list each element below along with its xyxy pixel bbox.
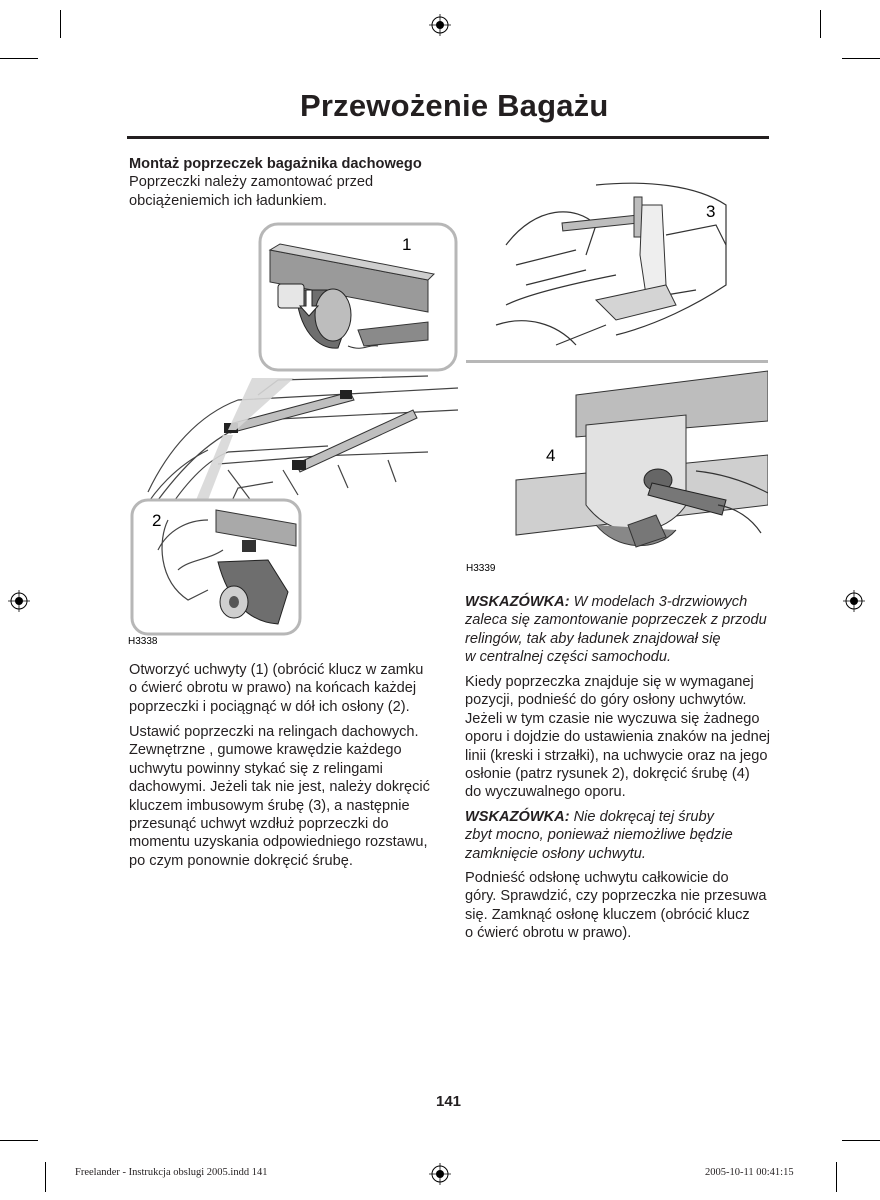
- inset-callout-1: [260, 224, 456, 370]
- note-block: [465, 593, 767, 667]
- registration-mark-icon: [843, 590, 865, 612]
- car-roof-illustration: [138, 376, 458, 520]
- text-line: Kiedy poprzeczka znajduje się w wymaganej: [465, 674, 754, 690]
- text-line: Jeżeli w tym czasie nie wyczuwa się żadnego: [465, 710, 760, 727]
- text-line: Poprzeczki należy zamontować przed: [129, 174, 374, 191]
- registration-mark-icon: [8, 590, 30, 612]
- paragraph: [465, 673, 770, 802]
- text-line: Podnieść odsłonę uchwytu całkowicie do: [465, 870, 729, 886]
- text-line: pozycji, podnieść do góry osłony uchwytów.: [465, 692, 747, 709]
- figure-divider: [466, 360, 768, 363]
- paragraph: [129, 723, 430, 870]
- text-line: linii (kreski i strzałki), na uchwycie oraz na jego: [465, 747, 768, 764]
- text-line: kluczem imbusowym śrubę (3), a następnie: [129, 797, 410, 814]
- registration-mark-icon: [429, 1163, 451, 1185]
- note-label: WSKAZÓWKA:: [465, 594, 570, 610]
- note-label: WSKAZÓWKA:: [465, 809, 570, 825]
- text-line: po czym ponownie dokręcić śrubę.: [129, 852, 353, 869]
- paragraph: [129, 661, 423, 716]
- text-line: Ustawić poprzeczki na relingach dachowych.: [129, 724, 419, 740]
- text-line: Zewnętrzne , gumowe krawędzie każdego: [129, 742, 402, 759]
- figure-roof-bar-mounting: [128, 220, 460, 652]
- text-line: momentu uzyskania odpowiedniego rozstawu,: [129, 834, 428, 851]
- callout-number: 3: [706, 202, 716, 221]
- text-line: W modelach 3-drzwiowych: [569, 594, 748, 610]
- text-line: oporu i dojdzie do ustawienia znaków na jednej: [465, 729, 771, 746]
- figure-code: H3339: [466, 563, 496, 574]
- text-line: obciążeniemich ich ładunkiem.: [129, 192, 327, 209]
- figure-code: H3338: [128, 636, 158, 647]
- hex-key-illustration: [496, 183, 726, 345]
- text-line: o ćwierć obrotu w prawo) na końcach każdej: [129, 680, 417, 697]
- text-line: Otworzyć uchwyty (1) (obrócić klucz w zamku: [129, 662, 424, 678]
- text-line: przesunąć uchwyt wzdłuż poprzeczki do: [129, 816, 389, 833]
- callout-number: 4: [546, 446, 556, 465]
- text-line: uchwytu powinny stykać się z relingami: [129, 760, 383, 777]
- page-number: 141: [436, 1093, 462, 1110]
- footer-file-info: Freelander - Instrukcja obslugi 2005.indd 141: [75, 1167, 268, 1178]
- text-line: w centralnej części samochodu.: [465, 649, 672, 666]
- text-line: do wyczuwalnego oporu.: [465, 784, 626, 801]
- section-heading: Montaż poprzeczek bagażnika dachowego: [129, 156, 422, 172]
- text-line: dachowymi. Jeżeli tak nie jest, należy dokręcić: [129, 779, 430, 796]
- text-line: relingów, tak aby ładunek znajdował się: [465, 630, 721, 647]
- text-line: Nie dokręcaj tej śruby: [569, 809, 714, 825]
- paragraph: [465, 869, 766, 943]
- text-line: zamknięcie osłony uchwytu.: [465, 845, 646, 862]
- registration-mark-icon: [429, 14, 451, 36]
- text-line: się. Zamknąć osłonę kluczem (obrócić klucz: [465, 906, 750, 923]
- page-title: Przewożenie Bagażu: [300, 88, 609, 123]
- section-intro: [129, 155, 422, 210]
- text-line: o ćwierć obrotu w prawo).: [465, 925, 632, 942]
- text-line: góry. Sprawdzić, czy poprzeczka nie przesuwa: [465, 888, 767, 905]
- note-block: [465, 808, 733, 863]
- callout-number: 1: [402, 235, 412, 254]
- title-divider: [127, 136, 769, 139]
- text-line: zbyt mocno, ponieważ niemożliwe będzie: [465, 827, 733, 844]
- callout-number: 2: [152, 511, 162, 530]
- text-line: poprzeczki i pociągnąć w dół ich osłony (2).: [129, 698, 410, 715]
- text-line: osłonie (patrz rysunek 2), dokręcić śrubę (4): [465, 766, 750, 783]
- figure-clamp-adjustment: [466, 175, 768, 580]
- text-line: zaleca się zamontowanie poprzeczek z przodu: [465, 612, 767, 629]
- footer-timestamp: 2005-10-11 00:41:15: [705, 1167, 794, 1178]
